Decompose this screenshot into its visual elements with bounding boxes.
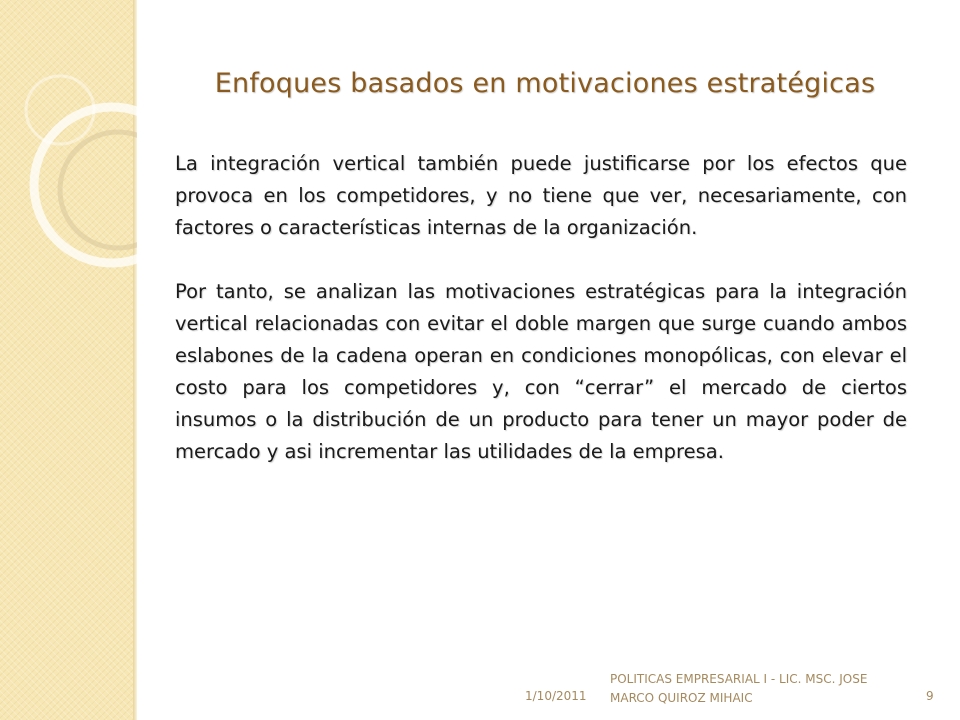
body-paragraph: Por tanto, se analizan las motivaciones estratégicas para la integración vertical relacionadas con evitar el doble margen que surge cuando ambos eslabones de la cadena operan en condiciones monopólicas, con elevar el costo para los competidores y, con “cerrar” el mercado de ciertos insumos o la distribución de un producto para tener un mayor poder de mercado y asi incrementar las utilidades de la empresa. (175, 280, 907, 463)
slide-title: Enfoques basados en motivaciones estratégicas (214, 68, 876, 99)
decorative-circles (0, 0, 137, 720)
footer-text: POLITICAS EMPRESARIAL I - LIC. MSC. JOSE MARCO QUIROZ MIHAIC (610, 672, 868, 705)
footer-date: 1/10/2011 (525, 689, 587, 703)
decorative-ring-small (60, 132, 137, 248)
page-number: 9 (926, 689, 934, 703)
body-paragraph: La integración vertical también puede justificarse por los efectos que provoca en los competidores, y no tiene que ver, necesariamente, con factores o características internas de la organización. (175, 152, 907, 239)
slide-body (175, 148, 907, 468)
